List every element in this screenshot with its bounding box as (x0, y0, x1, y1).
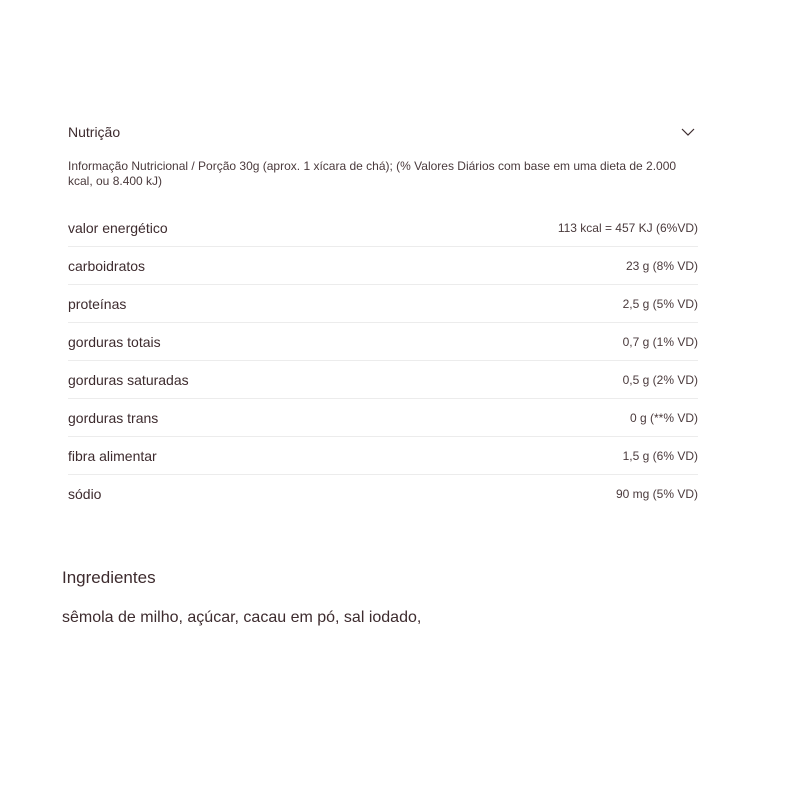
nutrition-accordion-header[interactable] (68, 118, 698, 146)
nutrition-row (68, 209, 698, 247)
nutrition-title: Nutrição (68, 124, 121, 140)
nutrient-value: 0 g (**% VD) (629, 410, 698, 425)
nutrient-value: 0,5 g (2% VD) (622, 372, 698, 387)
ingredients-text: sêmola de milho, açúcar, cacau em pó, sal iodado, (62, 609, 422, 626)
nutrition-section (68, 118, 698, 513)
ingredients-section (62, 568, 742, 627)
nutrient-value: 2,5 g (5% VD) (622, 296, 698, 311)
nutrient-label: valor energético (68, 219, 168, 236)
nutrient-value: 1,5 g (6% VD) (622, 448, 698, 463)
nutrition-info-text: Informação Nutricional / Porção 30g (aprox. 1 xícara de chá); (% Valores Diários com base em uma dieta de 2.000 kcal, ou 8.400 kJ) (68, 159, 677, 188)
nutrition-row (68, 247, 698, 285)
nutrient-label: gorduras totais (68, 333, 161, 350)
chevron-down-icon[interactable] (680, 124, 696, 140)
nutrient-value: 0,7 g (1% VD) (622, 334, 698, 349)
nutrient-value: 113 kcal = 457 KJ (6%VD) (557, 220, 698, 235)
nutrient-label: carboidratos (68, 257, 146, 274)
nutrient-label: gorduras saturadas (68, 371, 189, 388)
ingredients-title: Ingredientes (62, 568, 156, 587)
nutrient-value: 23 g (8% VD) (625, 258, 698, 273)
nutrition-row (68, 361, 698, 399)
nutrition-row (68, 437, 698, 475)
nutrient-label: gorduras trans (68, 409, 159, 426)
nutrient-label: proteínas (68, 295, 127, 312)
nutrient-label: fibra alimentar (68, 447, 157, 464)
nutrition-row (68, 475, 698, 513)
nutrition-table (68, 209, 698, 513)
nutrition-row (68, 323, 698, 361)
nutrition-row (68, 399, 698, 437)
nutrition-row (68, 285, 698, 323)
nutrient-label: sódio (68, 486, 102, 502)
nutrient-value: 90 mg (5% VD) (615, 487, 698, 501)
